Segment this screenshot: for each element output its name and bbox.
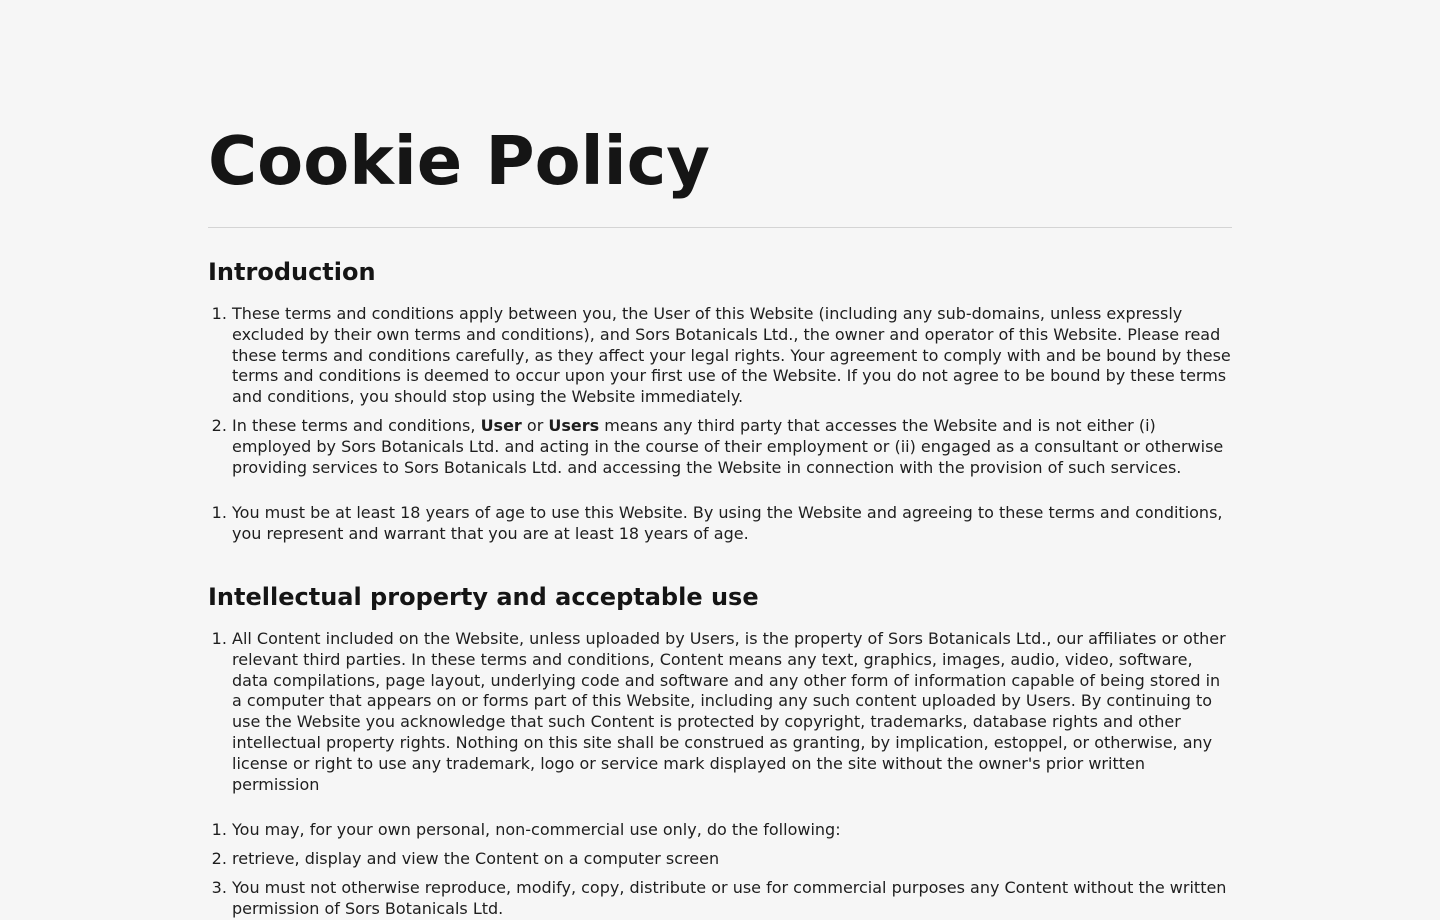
section-intellectual-property	[208, 582, 1232, 920]
list-item: 1. You may, for your own personal, non-commercial use only, do the following:	[232, 820, 1232, 841]
title-divider	[208, 227, 1232, 228]
list-item: 1. You must be at least 18 years of age to use this Website. By using the Website and agreeing to these terms and conditions, you represent and warrant that you are at least 18 years of age.	[232, 503, 1232, 545]
definition-text-mid: or	[521, 415, 549, 435]
definition-text-post: means any third party that accesses the Website and is not either (i) employed by Sors Botanicals Ltd. and acting in the course of their employment or (ii) engaged as a consultant or otherwise providing services to Sors Botanicals Ltd. and accessing the Website in connection with the provision of such services.	[232, 415, 1224, 477]
list-item-user-definition	[232, 416, 1232, 478]
list-item: 3. You must not otherwise reproduce, modify, copy, distribute or use for commercial purposes any Content without the written permission of Sors Botanicals Ltd.	[232, 878, 1232, 920]
defined-term-user: User	[480, 415, 522, 435]
introduction-list-1	[208, 304, 1232, 478]
policy-document	[208, 0, 1232, 920]
section-heading-introduction: Introduction	[208, 258, 376, 286]
definition-text-pre: In these terms and conditions,	[232, 415, 481, 435]
list-item: 1. All Content included on the Website, unless uploaded by Users, is the property of Sors Botanicals Ltd., our affiliates or other relevant third parties. In these terms and conditions, Content means any text, graphics, images, audio, video, software, data compilations, page layout, underlying code and software and any other form of information capable of being stored in a computer that appears on or forms part of this Website, including any such content uploaded by Users. By continuing to use the Website you acknowledge that such Content is protected by copyright, trademarks, database rights and other intellectual property rights. Nothing on this site shall be construed as granting, by implication, estoppel, or otherwise, any license or right to use any trademark, logo or service mark displayed on the site without the owner's prior written permission	[232, 629, 1232, 795]
section-heading-intellectual-property: Intellectual property and acceptable use	[208, 582, 759, 611]
list-item: 1. These terms and conditions apply between you, the User of this Website (including any sub-domains, unless expressly excluded by their own terms and conditions), and Sors Botanicals Ltd., the owner and operator of this Website. Please read these terms and conditions carefully, as they affect your legal rights. Your agreement to comply with and be bound by these terms and conditions is deemed to occur upon your first use of the Website. If you do not agree to be bound by these terms and conditions, you should stop using the Website immediately.	[232, 304, 1232, 408]
introduction-list-2	[208, 503, 1232, 545]
defined-term-users: Users	[548, 415, 600, 435]
section-introduction	[208, 257, 1232, 545]
list-item: 2. retrieve, display and view the Content on a computer screen	[232, 849, 1232, 870]
page-title: Cookie Policy	[208, 122, 710, 200]
ip-list-1	[208, 629, 1232, 795]
ip-list-2	[208, 820, 1232, 919]
